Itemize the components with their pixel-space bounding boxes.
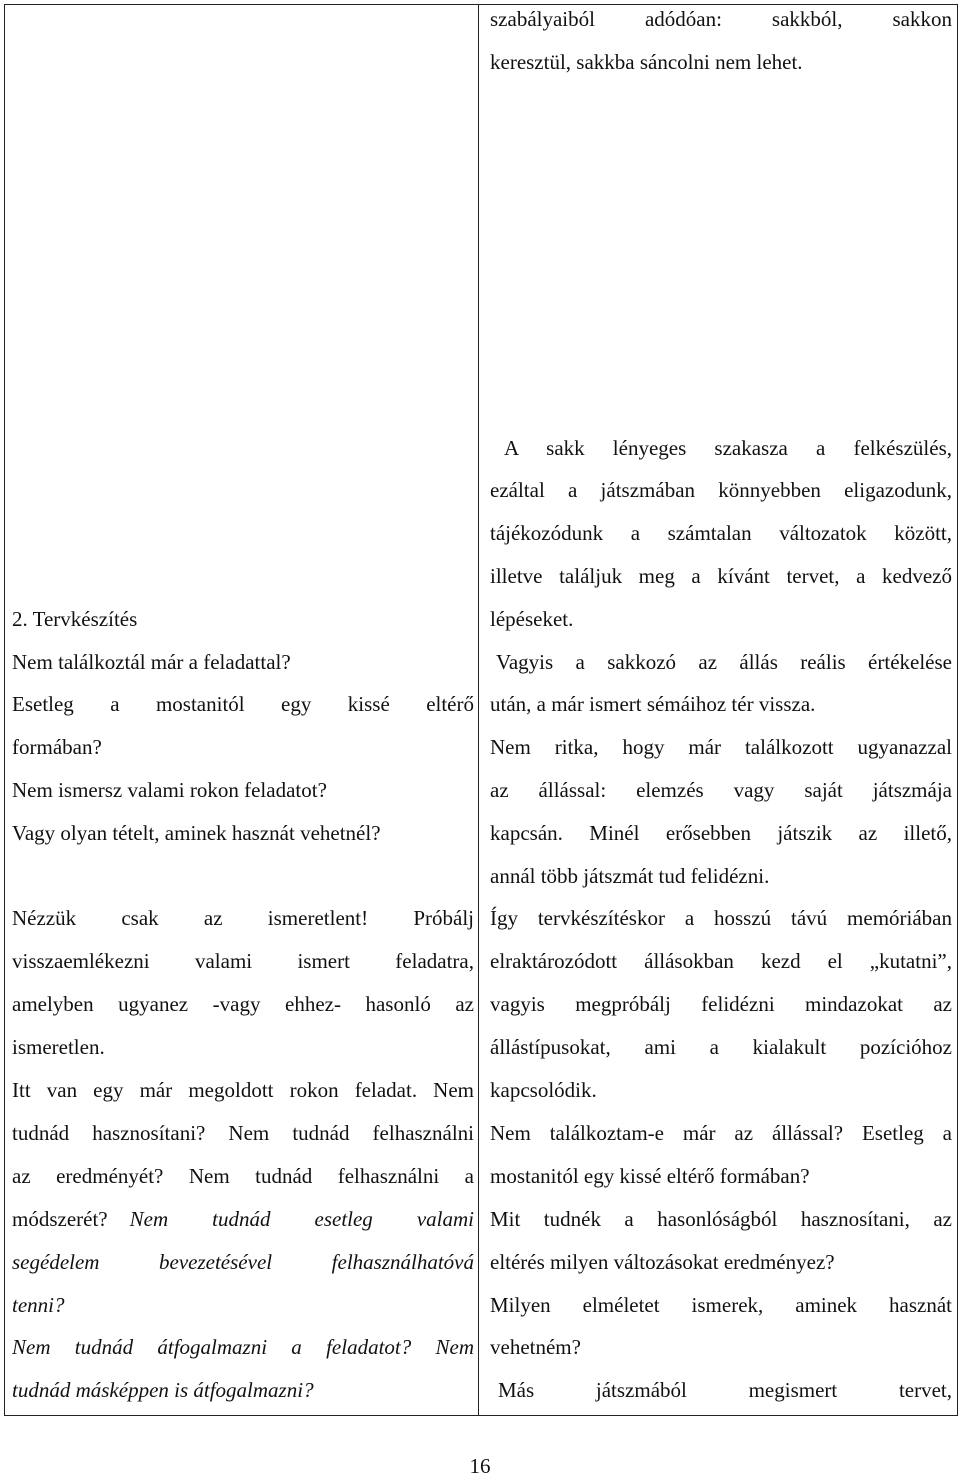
text-line: Így tervkészítéskor a hosszú távú memóriában <box>490 906 952 930</box>
text-line: tájékozódunk a számtalan változatok között, <box>490 521 952 545</box>
text-line: állástípusokat, ami a kialakult pozícióhoz <box>490 1035 952 1059</box>
text-line: kapcsán. Minél erősebben játszik az illető, <box>490 821 952 845</box>
text-line: keresztül, sakkba sáncolni nem lehet. <box>490 50 803 74</box>
text-segment: módszerét? <box>12 1207 108 1231</box>
text-line: Mit tudnék a hasonlóságból hasznosítani, az <box>490 1207 952 1231</box>
text-line-mixed <box>12 1205 474 1233</box>
text-line: lépéseket. <box>490 607 574 631</box>
text-line: Itt van egy már megoldott rokon feladat. Nem <box>12 1078 474 1102</box>
text-line: Esetleg a mostanitól egy kissé eltérő <box>12 692 474 716</box>
text-line: az eredményét? Nem tudnád felhasználni a <box>12 1164 474 1188</box>
text-line: vagyis megpróbálj felidézni mindazokat az <box>490 992 952 1016</box>
section-heading: 2. Tervkészítés <box>12 607 138 631</box>
text-line: visszaemlékezni valami ismert feladatra, <box>12 949 474 973</box>
italic-text-line: tenni? <box>12 1293 65 1317</box>
page-number: 16 <box>469 1454 491 1478</box>
text-line: annál több játszmát tud felidézni. <box>490 864 770 888</box>
text-line: elraktározódott állásokban kezd el „kutatni”, <box>490 949 952 973</box>
text-line: formában? <box>12 735 102 759</box>
text-line: ezáltal a játszmában könnyebben eligazodunk, <box>490 478 952 502</box>
text-line: Nézzük csak az ismeretlent! Próbálj <box>12 906 474 930</box>
text-line: mostanitól egy kissé eltérő formában? <box>490 1164 810 1188</box>
text-line: Nem találkoztál már a feladattal? <box>12 650 291 674</box>
text-line: után, a már ismert sémáihoz tér vissza. <box>490 692 816 716</box>
text-line: A sakk lényeges szakasza a felkészülés, <box>504 436 952 460</box>
italic-segment: Nem tudnád esetleg valami <box>129 1207 474 1231</box>
text-line: szabályaiból adódóan: sakkból, sakkon <box>490 7 952 31</box>
text-line: kapcsolódik. <box>490 1078 597 1102</box>
italic-text-line: tudnád másképpen is átfogalmazni? <box>12 1378 314 1402</box>
text-line: vehetném? <box>490 1335 581 1359</box>
text-line: tudnád hasznosítani? Nem tudnád felhasználni <box>12 1121 474 1145</box>
text-line: amelyben ugyanez -vagy ehhez- hasonló az <box>12 992 474 1016</box>
text-line: Nem ismersz valami rokon feladatot? <box>12 778 327 802</box>
text-line: Más játszmából megismert tervet, <box>498 1378 952 1402</box>
text-line: Nem ritka, hogy már találkozott ugyanazzal <box>490 735 952 759</box>
text-line: illetve találjuk meg a kívánt tervet, a kedvező <box>490 564 952 588</box>
text-line: Milyen elméletet ismerek, aminek hasznát <box>490 1293 952 1317</box>
text-line: az állással: elemzés vagy saját játszmája <box>490 778 952 802</box>
column-divider <box>478 4 479 1416</box>
text-line: Nem találkoztam-e már az állással? Esetleg a <box>490 1121 952 1145</box>
text-line: ismeretlen. <box>12 1035 105 1059</box>
text-line: Vagy olyan tételt, aminek hasznát vehetnél? <box>12 821 381 845</box>
italic-text-line: segédelem bevezetésével felhasználhatóvá <box>12 1250 474 1274</box>
text-line: eltérés milyen változásokat eredményez? <box>490 1250 835 1274</box>
italic-text-line: Nem tudnád átfogalmazni a feladatot? Nem <box>12 1335 474 1359</box>
text-line: Vagyis a sakkozó az állás reális értékelése <box>496 650 952 674</box>
